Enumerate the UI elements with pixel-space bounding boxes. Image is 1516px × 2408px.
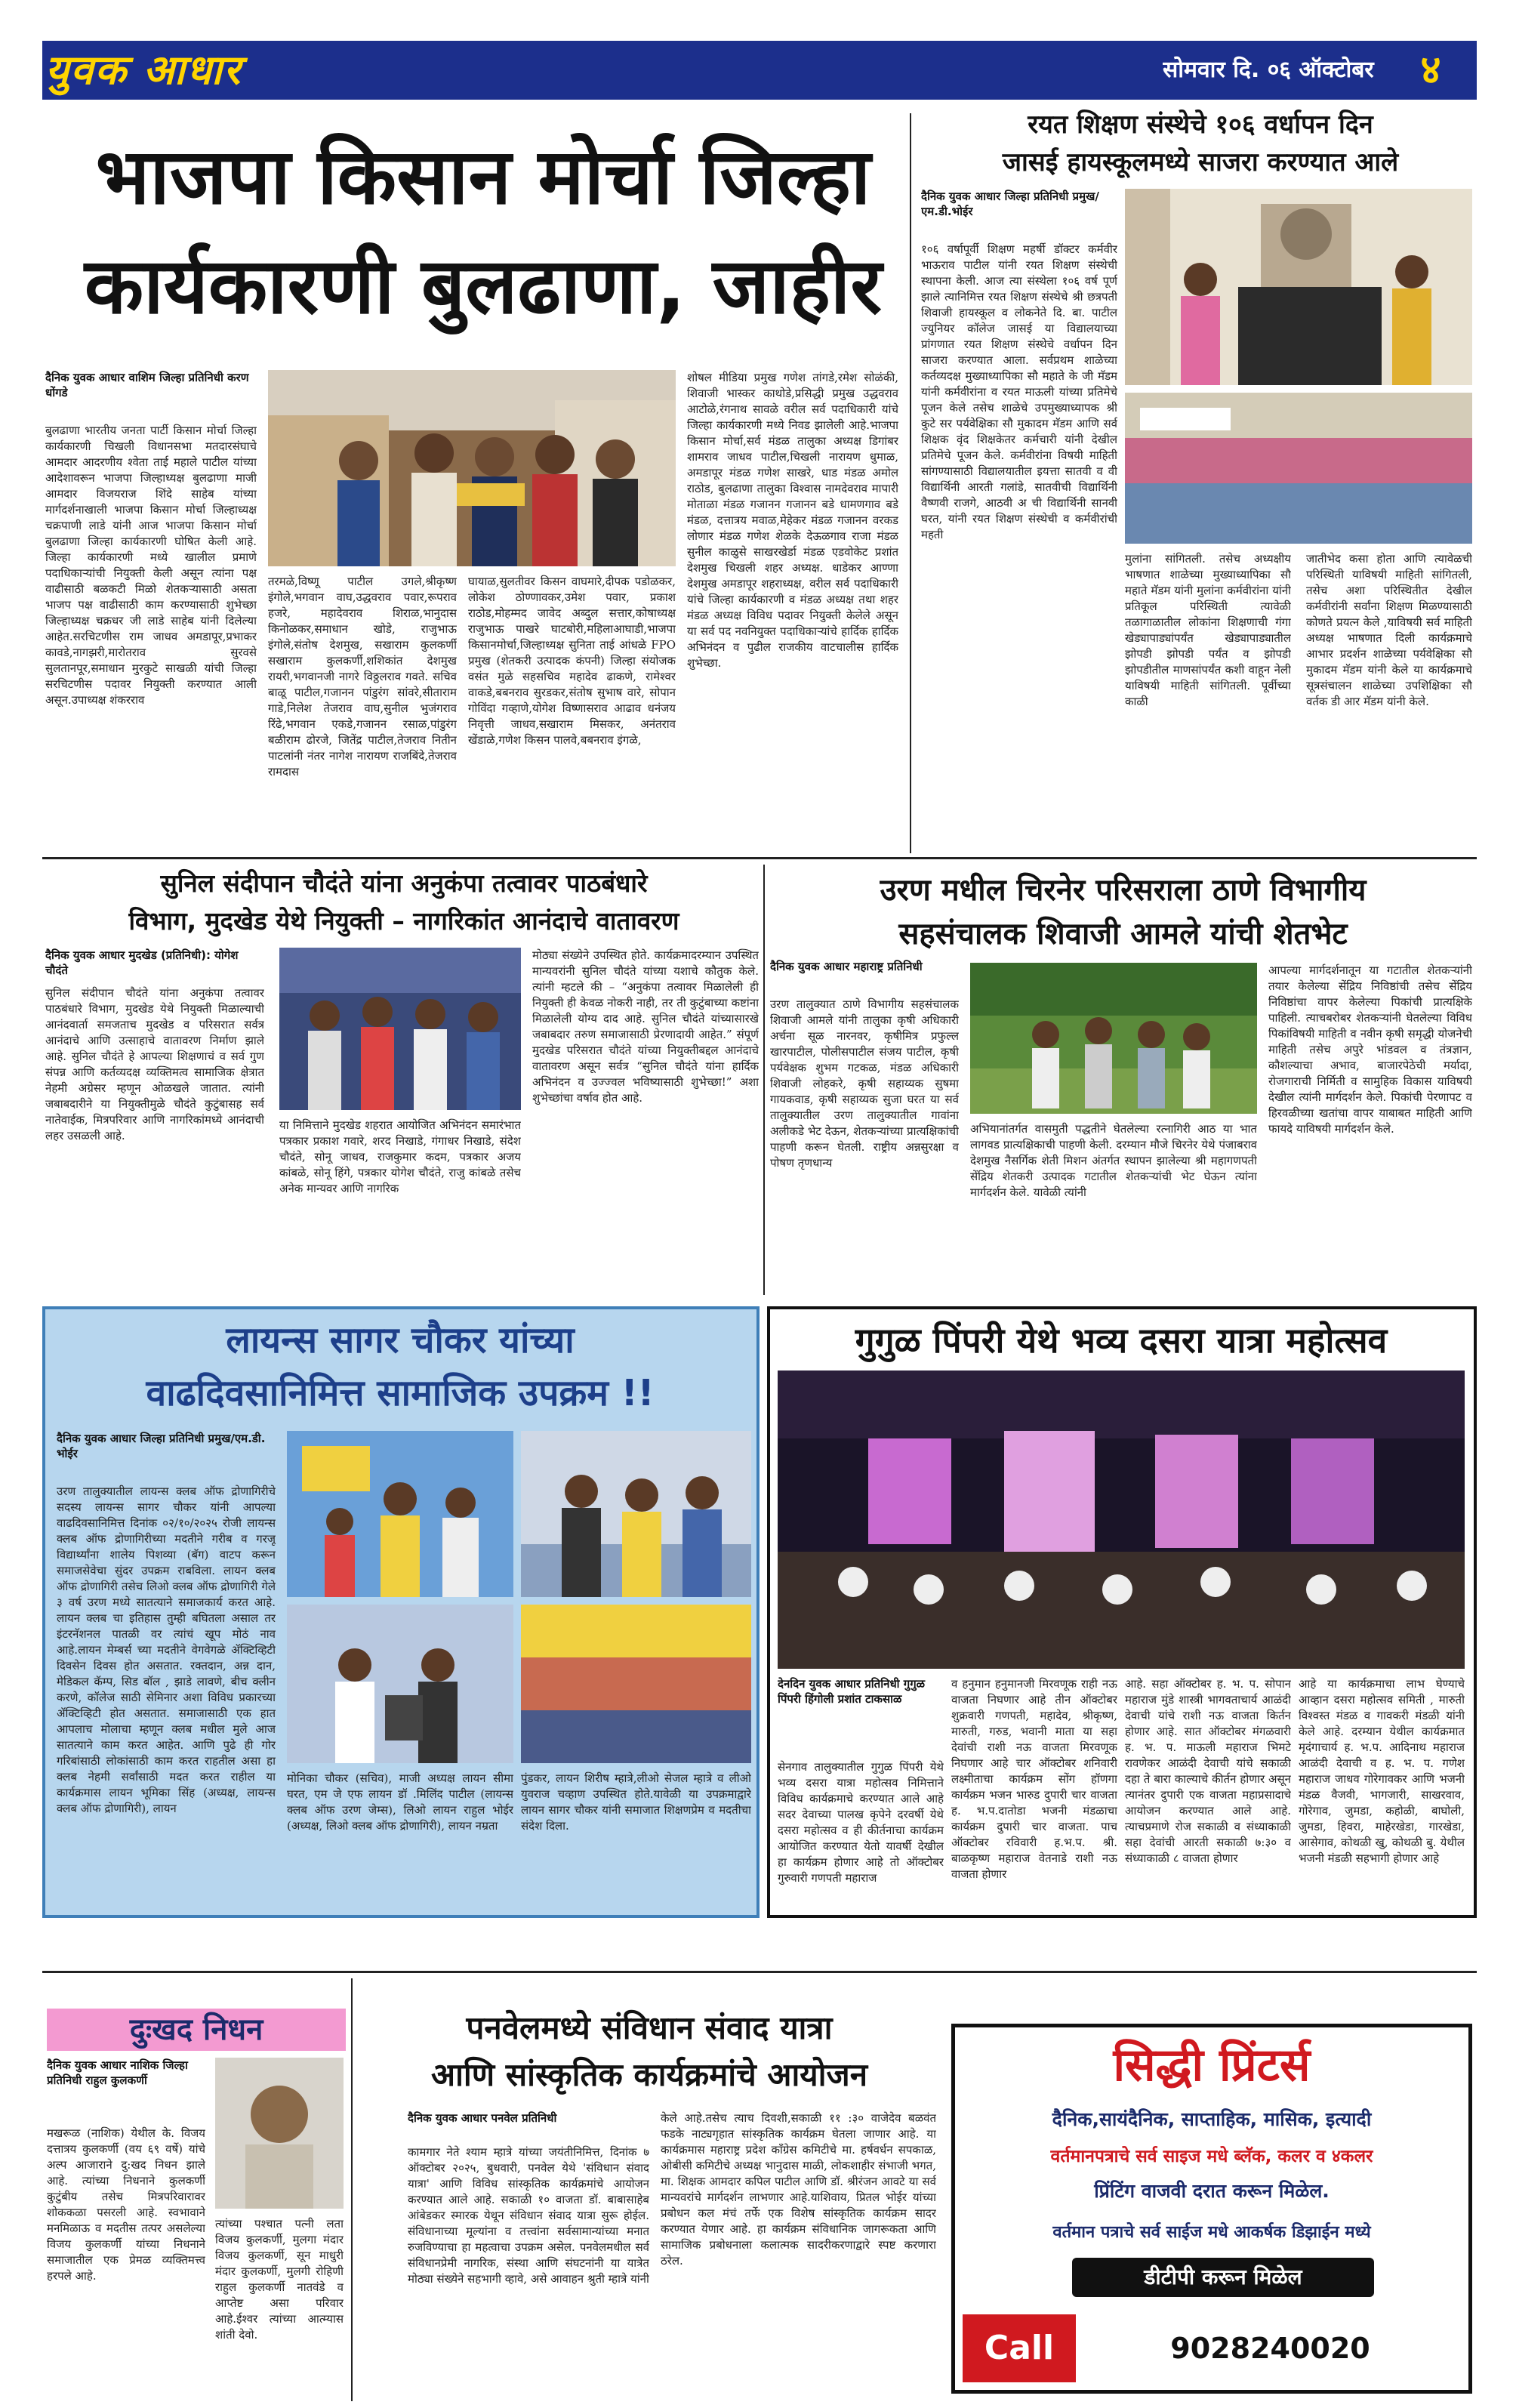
rayat-headline-line1: रयत शिक्षण संस्थेचे १०६ वर्धापन दिन — [1028, 109, 1373, 140]
gugul-col-1: सेनगाव तालुक्यातील गुगुळ पिंपरी येथे भव्य दसरा यात्रा महोत्सव निमित्ताने विविध कार्यक्रमाचे करण्यात आले आहे सदर देवाच्या पालख कृपेने दरवर्षी येथे दसरा महोत्सव व ही कीर्तनाचा कार्यक्रम आयोजित करण्यात येतो यावर्षी देखील हा कार्यक्रम होणार आहे तो ऑक्टोबर गुरुवारी गणपती महाराज — [778, 1760, 944, 1885]
sunil-felicitation-photo — [279, 948, 521, 1110]
rayat-col-3: जातीभेद कसा होता आणि त्यावेळची परिस्थिती याविषयी माहिती सांगितली, तसेच अशा परिस्थितीत देखील कर्मवीरांनी सर्वांना शिक्षण मिळण्यासाठी कोणते प्रयत्न केले ,याविषयी सर्व माहिती अध्यक्ष भाषणात दिली कार्यक्रमाचे आभार प्रदर्शन शाळेच्या पर्यवेक्षिका सौ मुकादम मॅडम यांनी केले या कार्यक्रमाचे सूत्रसंचालन शाळेच्या उपशिक्षिका सौ वर्तक डी आर मॅडम यांनी केले. — [1306, 552, 1472, 708]
main-col-3: घायाळ,सुलतीवर किसन वाघमारे,दीपक पडोळकर, लोकेश ठोण्णावकर,उमेश पवार, प्रकाश राठोड,मोहम्मद जावेद अब्दुल सत्तार,कोषाध्यक्ष राजुभाऊ पाखरे घाटबोरी,महिलाआघाडी,भाजपा किसानमोर्चा,जिल्हाध्यक्ष सुनिता ताई आंधळे FPO प्रमुख (शेतकरी उत्पादक कंपनी) जिल्हा संयोजक वसंत मुळे सहसचिव महादेव ढाकणे, रामेश्वर वाकडे,बबनराव सुरडकर,संतोष सुभाष वारे, सोपान गोविंदा गव्हाणे,योगेश विष्णासराव आढाव धनंजय निवृत्ती जाधव,सखाराम मिसकर, अनंतराव खेंडाळे,गणेश किसन पालवे,बबनराव इंगळे, — [468, 575, 676, 747]
section-divider — [42, 857, 1477, 859]
gugul-byline: देनदिन युवक आधार प्रतिनिधी गुगुळ पिंपरी हिंगोली प्रशांत टाकसाळ — [778, 1677, 926, 1706]
lions-photo-1 — [287, 1431, 513, 1597]
ad-title: सिद्धी प्रिंटर्स — [1113, 2039, 1311, 2092]
lions-caption-left: मोनिका चौकर (सचिव), माजी अध्यक्ष लायन सीमा घरत, एम जे एफ लायन डॉ .मिलिंद पाटील (लायन्स क्लब ऑफ उरण जेम्स), लिओ लायन राहुल भोईर (अध्यक्ष, लिओ क्लब ऑफ द्रोणागिरी), लायन नम्रता — [287, 1771, 513, 1833]
ad-line-3: प्रिंटिंग वाजवी दरात करून मिळेल. — [1094, 2180, 1330, 2202]
main-col-1: बुलढाणा भारतीय जनता पार्टी किसान मोर्चा जिल्हा कार्यकारणी चिखली विधानसभा मतदारसंघाचे आमदार आदरणीय श्वेता ताई महाले पाटील यांच्या आदेशावरून भाजपा जिल्हाध्यक्ष बुलढाणा माजी आमदार विजयराज शिंदे साहेब यांच्या मार्गदर्शनाखाली भाजपा किसान मोर्चा जिल्हाध्यक्ष चक्रपाणी लाडे यांनी आज भाजपा किसान मोर्चा बुलढाणा जिल्हा कार्यकारणी घोषित केली आहे. जिल्हा कार्यकारणी मध्ये खालील प्रमाणे पदाधिकाऱ्यांची नियुक्ती केली असून त्यांना पक्ष वाढीसाठी बळकटी मिळो शेतकऱ्यासाठी असता भाजप पक्ष वाढीसाठी काम करण्यासाठी शुभेच्छा जिल्हाध्यक्ष चक्रधर जी लाडे साहेब यांनी दिलेल्या आहेत.सरचिटणीस राम जाधव अमडापूर,प्रभाकर कावडे,नागझरी,मारोतराव सुरवसे सुलतानपूर,समाधान मुरकुटे साखळी यांची जिल्हा सरचिटणीस पदावर नियुक्ती करण्यात आली असून.उपाध्यक्ष शंकरराव — [45, 424, 257, 707]
sunil-col-1: सुनिल संदीपान चौदंते यांना अनुकंपा तत्वावर पाठबंधारे विभाग, मुदखेड येथे नियुक्ती मिळाल्याची आनंदवार्ता समजताच मुदखेड व परिसरात सर्वत्र आनंदाचे आणि उत्साहाचे वातावरण निर्माण झाले आहे. सुनिल चौदंते हे आपल्या शिक्षणाचं व सर्व गुण संपन्न आणि कर्तव्यदक्ष व्यक्तिमत्व सामाजिक क्षेत्रात नेहमी अग्रेसर म्हणून ओळखले जातात. त्यांनी जबाबदारीने या नियुक्तीमुळे चौदंते कुटुंबासह सर्व नातेवाईक, मित्रपरिवार आणि नागरिकांमध्ये आनंदाची लहर उसळली आहे. — [45, 986, 264, 1142]
main-col-4: शोषल मीडिया प्रमुख गणेश तांगडे,रमेश सोळंकी, शिवाजी भास्कर काथोडे,प्रसिद्धी प्रमुख उद्धवराव आटोळे,रंगनाथ सावळे वरील सर्व पदाधिकारी यांचे जिल्हा कार्यकारणी मध्ये निवड झालेली आहे.भाजपा किसान मोर्चा,सर्व मंडळ तालुका अध्यक्ष डिगांबर शामराव जाधव पाटील,चिखली नारायण धुमाळ, अमडापूर मंडळ गणेश साखरे, धाड मंडळ अमोल राठोड, बुलढाणा तालुका विश्वास नामदेवराव मापारी मोताळा मंडळ गजानन गजानन बडे धामणगाव बडे मंडळ, दत्तात्रय मवाळ,मेहेकर मंडळ गजानन वरकड लोणार मंडळ गणेश शेळके देऊळगाव राजा मंडळ सुनील काळुसे साखरखेर्डा मंडळ एडवोकेट प्रशांत देशमुख चिखली शहर अध्यक्ष. धाडेकर आण्णा देशमुख अमडापूर शहराध्यक्ष, वरील सर्व पदाधिकारी यांचे जिल्हा कार्यकारणी व मंडळ अध्यक्ष तथा शहर मंडळ अध्यक्ष विविध पदावर नियुक्ती केलेले असून या सर्व पद नवनियुक्त पदाधिकाऱ्यांचे हार्दिक हार्दिक अभिनंदन व पुढील राजकीय वाटचालीस हार्दिक शुभेच्छा. — [687, 371, 898, 670]
ad-dtp-badge: डीटीपी करून मिळेल — [1072, 2258, 1374, 2297]
column-divider — [763, 865, 765, 1295]
sunil-headline-line1: सुनिल संदीपान चौदंते यांना अनुकंपा तत्वावर पाठबंधारे — [160, 868, 648, 898]
sunil-byline: दैनिक युवक आधार मुदखेड (प्रतिनिधी): योगेश चौदंते — [45, 948, 239, 977]
uran-headline-line1: उरण मधील चिरनेर परिसराला ठाणे विभागीय — [880, 873, 1367, 908]
rayat-col-2: मुलांना सांगितली. तसेच अध्यक्षीय भाषणात शाळेच्या मुख्याध्यापिका सौ महाते मॅडम यांनी मुलांना कर्मवीरांना यांनी प्रतिकूल परिस्थिती त्यावेळी तळागाळातील लोकांना शिक्षणाची गंगा खेड्यापाड्यांपर्यंत खेड्यापाड्यातील झोपडी झोपडी पर्यंत व झोपडी झोपडीतील माणसांपर्यंत कशी वाहून नेली याविषयी माहिती सांगितली. पूर्वीच्या काळी — [1125, 552, 1291, 708]
condolence-byline: दैनिक युवक आधार नाशिक जिल्हा प्रतिनिधी राहुल कुलकर्णी — [47, 2058, 188, 2087]
gugul-col-3: आहे. सहा ऑक्टोबर ह. भ. प. सोपान महाराज मुंडे शास्त्री भागवताचार्य आळंदी देवाची यांचे राशी नऊ वाजता किर्तन होणार आहे. सात ऑक्टोबर मंगळवारी ह. भ. प. माऊली महाराज भिमटे रावणेकर आळंदी देवाची यांचे सकाळी दहा ते बारा काल्याचे कीर्तन होणार असून त्यानंतर दुपारी एक वाजता महाप्रसादाचे आयोजन करण्यात आले आहे. त्याचप्रमाणे रोज सकाळी व संध्याकाळी सहा देवांची आरती सकाळी ७:३० व संध्याकाळी ८ वाजता होणार — [1125, 1677, 1291, 1865]
panvel-col-2: केले आहे.तसेच त्याच दिवशी,सकाळी ११ :३० वाजेदेव बळवंत फडके नाट्यगृहात सांस्कृतिक कार्यक्रम घेतला जाणार आहे. या कार्यक्रमास महाराष्ट्र प्रदेश काँग्रेस कमिटीचे मा. हर्षवर्धन सपकाळ, ओबीसी कमिटीचे अध्यक्ष भानुदास माळी, लोकशाहीर संभाजी भगत, मा. शिक्षक आमदार कपिल पाटील आणि डॉ. श्रीरंजन आवटे या सर्व मान्यवरांचे मार्गदर्शन लाभणार आहे.याशिवाय, प्रितल भोईर यांच्या प्रबोधन कल मंचं तर्फे एक विशेष सांस्कृतिक कार्यक्रम सादर करण्यात येणार आहे. हा कार्यक्रम संविधानिक जागरूकता आणि सामाजिक प्रबोधनाला कलात्मक सादरीकरणाद्वारे स्पष्ट करणारा ठरेल. — [661, 2111, 936, 2268]
rayat-statue-photo — [1125, 189, 1472, 385]
panvel-col-1: कामगार नेते श्याम म्हात्रे यांच्या जयंतीनिमित्त, दिनांक ७ ऑक्टोबर २०२५, बुधवारी, पनवेल येथे 'संविधान संवाद यात्रा' आणि विविध सांस्कृतिक कार्यक्रमांचे आयोजन करण्यात आले आहे. सकाळी १० वाजता डॉ. बाबासाहेब आंबेडकर स्मारक येथून संविधान संवाद यात्रा सुरू होईल. संविधानाच्या मूल्यांना व तत्त्वांना सर्वसामान्यांच्या मनात रुजविण्याचा हा महत्वाचा उपक्रम असेल. पनवेलमधील सर्व संविधानप्रेमी नागरिक, संस्था आणि संघटनांनी या यात्रेत मोठ्या संख्येने सहभागी व्हावे, असे आवाहन श्रुती म्हात्रे यांनी — [408, 2145, 649, 2286]
column-divider — [910, 113, 911, 853]
ad-line-2: वर्तमानपत्राचे सर्व साइज मधे ब्लॅक, कलर व ४कलर — [1050, 2147, 1373, 2166]
uran-col-1: उरण तालुक्यात ठाणे विभागीय सहसंचालक शिवाजी आमले यांनी तालुका कृषी अधिकारी अर्चना सूळ नारनवर, कृषीमित्र प्रफुल्ल खारपाटील, पोलीसपाटील संजय पाटील, कृषी पर्यवेक्षक शुभम गटकळ, मंडळ अधिकारी शिवाजी लोहकरे, कृषी सहाय्यक सुषमा गायकवाड, कृषी सहाय्यक सुजा घरत या सर्व तालुक्यातील उरण तालुक्यातील गावांना अलीकडे भेट देऊन, शेतकऱ्यांच्या प्रात्यक्षिकांची पाहणी करून घेतली. राष्ट्रीय अन्नसुरक्षा व पोषण तृणधान्य — [770, 997, 959, 1170]
rayat-col-1: १०६ वर्षापूर्वी शिक्षण महर्षी डॉक्टर कर्मवीर भाऊराव पाटील यांनी रयत शिक्षण संस्थेची स्थापना केली. आज त्या संस्थेला १०६ वर्ष पूर्ण झाले त्यानिमित्त रयत शिक्षण संस्थेचे श्री छत्रपती शिवाजी हायस्कूल व लोकनेते दि. बा. पाटील ज्युनियर कॉलेज जासई या विद्यालयाच्या प्रांगणात रयत शिक्षण संस्थेचे वर्धापन दिन साजरा करण्यात आला. सर्वप्रथम शाळेच्या कर्तव्यदक्ष मुख्याध्यापिका सौ महाते के जी मॅडम यांनी कर्मवीरांना व रयत माऊली यांच्या प्रतिमेचे पूजन केले तसेच शाळेचे उपमुख्याध्यापक श्री कुटे सर पर्यवेक्षिका सौ मुकादम मॅडम आणि सर्व शिक्षक वृंद शिक्षकेतर कर्मचारी यांनी देखील प्रतिमेचे पूजन केले. कर्मवीरांना विषयी माहिती सांगण्यासाठी विद्यालयातील इयत्ता सातवी व वी विद्यार्थिनी आरती गलांडे, सातवीची विद्यार्थिनी वैष्णवी राजगे, आठवी अ ची विद्यार्थिनी सानवी घरत, यांनी रयत शिक्षण संस्थेची व कर्मवीरांची महती — [921, 242, 1117, 541]
sunil-caption: या निमित्ताने मुदखेड शहरात आयोजित अभिनंदन समारंभात पत्रकार प्रकाश गवारे, शरद निखाडे, गंगाधर निखाडे, संदेश चौदंते, सोनू जाधव, राजकुमार कदम, पत्रकार अजय कांबळे, सोनू हिंगे, पत्रकार योगेश चौदंते, राजु कांबळे तसेच अनेक मान्यवर आणि नागरिक — [279, 1118, 521, 1195]
uran-col-2: अभियानांतर्गत वासमुती पद्धतीने घेतलेल्या रत्नागिरी आठ या भात लागवड प्रात्यक्षिकाची पाहणी केली. दरम्यान मौजे चिरनेर येथे पंजाबराव देशमुख नैसर्गिक शेती मिशन अंतर्गत स्थापन झालेल्या श्री महागणपती सेंद्रिय शेतकरी उत्पादक गटातील शेतकऱ्यांची भेट घेऊन त्यांना मार्गदर्शन केले. यावेळी त्यांनी — [970, 1122, 1257, 1199]
main-headline-line2: कार्यकारणी बुलढाणा, जाहीर — [84, 242, 883, 331]
rayat-byline: दैनिक युवक आधार जिल्हा प्रतिनिधी प्रमुख/ एम.डी.भोईर — [921, 190, 1099, 218]
main-byline: दैनिक युवक आधार वाशिम जिल्हा प्रतिनिधी करण धोंगडे — [45, 371, 249, 399]
panvel-headline-line1: पनवेलमध्ये संविधान संवाद यात्रा — [466, 2009, 833, 2046]
ad-line-4: वर्तमान पत्राचे सर्व साईज मधे आकर्षक डिझाईन मध्ये — [1052, 2223, 1371, 2242]
page-number: ४ — [1420, 48, 1441, 93]
deceased-portrait — [215, 2058, 344, 2209]
column-divider — [351, 1978, 353, 2401]
lions-headline-line2: वाढदिवसानिमित्त सामाजिक उपक्रम !! — [146, 1372, 655, 1414]
condolence-title: दुःखद निधन — [47, 2009, 346, 2051]
bjp-felicitation-photo — [268, 370, 676, 566]
sunil-col-3: मोठ्या संख्येने उपस्थित होते. कार्यक्रमादरम्यान उपस्थित मान्यवरांनी सुनिल चौदंते यांच्या यशाचे कौतुक केले. त्यांनी म्हटले की – “अनुकंपा तत्वावर मिळालेली ही नियुक्ती ही केवळ नोकरी नाही, तर ती कुटुंबाच्या कष्टांना मिळालेली योग्य दाद आहे. सुनिल चौदंते यांच्यासारखे जबाबदार तरुण समाजासाठी प्रेरणादायी आहेत.” संपूर्ण मुदखेड परिसरात चौदंते यांच्या नियुक्तीबद्दल आनंदाचे वातावरण असून सर्वत्र “सुनिल चौदंते यांना हार्दिक अभिनंदन व उज्ज्वल भविष्यासाठी शुभेच्छा!” अशा शुभेच्छांचा वर्षाव होत आहे. — [532, 948, 759, 1105]
gugul-headline: गुगुळ पिंपरी येथे भव्य दसरा यात्रा महोत्सव — [855, 1320, 1388, 1361]
lions-photo-4 — [521, 1605, 751, 1763]
condolence-col-1: मखरूळ (नाशिक) येथील के. विजय दत्तात्रय कुलकर्णी (वय ६९ वर्षे) यांचे अल्प आजाराने दु:खद निधन झाले आहे. त्यांच्या निधनाने कुलकर्णी कुटुंबीय तसेच मित्रपरिवारावर शोककळा पसरली आहे. स्वभावाने मनमिळाऊ व मदतीस तत्पर असलेल्या विजय कुलकर्णी यांच्या निधनाने समाजातील एक प्रेमळ व्यक्तिमत्त्व हरपले आहे. — [47, 2126, 205, 2283]
condolence-col-2: त्यांच्या पश्चात पत्नी लता विजय कुलकर्णी, मुलगा मंदार विजय कुलकर्णी, सून माधुरी मंदार कुलकर्णी, मुलगी रोहिणी राहुल कुलकर्णी नातवंडे व आप्तेष्ट असा परिवार आहे.ईश्वर त्यांच्या आत्म्यास शांती देवो. — [215, 2217, 344, 2342]
lions-byline: दैनिक युवक आधार जिल्हा प्रतिनिधी प्रमुख/एम.डी. भोईर — [57, 1432, 266, 1460]
lions-headline-line1: लायन्स सागर चौकर यांच्या — [226, 1319, 575, 1361]
rayat-headline-line2: जासई हायस्कूलमध्ये साजरा करण्यात आले — [1002, 147, 1399, 177]
rayat-group-photo — [1125, 393, 1472, 544]
lions-col-1: उरण तालुक्यातील लायन्स क्लब ऑफ द्रोणागिरीचे सदस्य लायन्स सागर चौकर यांनी आपल्या वाढदिवसानिमित्त दिनांक ०२/१०/२०२५ रोजी लायन्स क्लब ऑफ द्रोणागिरीच्या मदतीने गरीब व गरजू विद्यार्थ्यांना शालेय पिशव्या (बॅग) वाटप करून समाजसेवेचा सुंदर उपक्रम राबविला. लायन क्लब ऑफ द्रोणागिरी तसेच लिओ क्लब ऑफ द्रोणागिरी गेले ३ वर्ष उरण मध्ये सातत्याने समाजकार्य करत आहे. लायन क्लब चा इतिहास तुम्ही बघितला असाल तर इंटरनॅशनल पातळी वर त्यांचं खूप मोठं नाव आहे.लायन मेम्बर्स च्या मदतीने वेगवेगळे ॲक्टिव्हिटी दिवसेन दिवस होत असतात. रक्तदान, अन्न दान, मेडिकल कॅम्प, सिड बॉल , झाडे लावणे, बीच क्लीन करणे, कॉलेज साठी सेमिनार अशा विविध प्रकारच्या ॲक्टिव्हिटी होत असतात. समाजासाठी एक हात आपलाच मोलाचा म्हणून क्लब मधील मुले आज सातत्याने काम करत आहेत. आणि पुढे ही गोर गरिबांसाठी लोकांसाठी काम करत राहतील असा हा क्लब नेहमी सर्वांसाठी मदत करत राहील या कार्यक्रमास लायन भूमिका सिंह (अध्यक्ष, लायन्स क्लब ऑफ द्रोणागिरी), लायन — [57, 1485, 276, 1815]
ad-line-1: दैनिक,सायंदैनिक, साप्ताहिक, मासिक, इत्यादी — [1052, 2108, 1372, 2130]
uran-field-visit-photo — [970, 963, 1257, 1114]
uran-headline-line2: सहसंचालक शिवाजी आमले यांची शेतभेट — [898, 917, 1348, 951]
newspaper-logo: युवक आधार — [45, 46, 242, 94]
dasara-procession-photo — [778, 1370, 1465, 1669]
gugul-col-2: व हनुमान हनुमानजी मिरवणूक राही नऊ वाजता निघणार आहे तीन ऑक्टोबर शुक्रवारी गणपती, महादेव, श्रीकृष्ण, मारुती, गरुड, भवानी माता या सहा देवांची राशी नऊ वाजता मिरवणूक निघणार आहे चार ऑक्टोबर शनिवारी लक्ष्मीताचा कार्यक्रम सोंग हॉणगा कार्यक्रम भजन भारुड दुपारी चार वाजता ह. भ.प.दातोडा भजनी मंडळाचा कार्यक्रम दुपारी चार वाजता. पाच ऑक्टोबर रविवारी ह.भ.प. श्री. बाळकृष्ण महाराज वेतनाडे राशी नऊ वाजता होणार — [951, 1677, 1117, 1881]
lions-caption-right: पुंडकर, लायन शिरीष म्हात्रे,लीओ सेजल म्हात्रे व लीओ युवराज चव्हाण उपस्थित होते.यावेळी या उपक्रमाद्वारे लायन सागर चौकर यांनी समाजात शिक्षणप्रेम व मदतीचा संदेश दिला. — [521, 1771, 751, 1833]
section-divider — [42, 1971, 1477, 1973]
ad-call-label: Call — [963, 2314, 1076, 2382]
lions-photo-3 — [287, 1605, 513, 1763]
uran-byline: दैनिक युवक आधार महाराष्ट्र प्रतिनिधी — [770, 960, 923, 973]
uran-col-3: आपल्या मार्गदर्शनातून या गटातील शेतकऱ्यांनी तयार केलेल्या सेंद्रिय निविष्ठांची तसेच सेंद्रिय निविष्ठांचा वापर केलेल्या पिकांची प्रात्यक्षिके पाहिली. त्याचबरोबर शेतकऱ्यांनी घेतलेल्या विविध पिकांविषयी माहिती व नवीन कृषी समृद्धी योजनेची माहिती तसेच अपुरे भांडवल व तंत्रज्ञान, कौशल्याचा अभाव, बाजारपेठेची मर्यादा, रोजगाराची निर्मिती व सामुहिक विकास याविषयी देखील त्यांनी मार्गदर्शन केले. पिकांची पेरणापट व हिरवळीच्या खतांचा वापर याबाबत माहिती आणि फायदे याविषयी मार्गदर्शन केले. — [1268, 964, 1472, 1136]
main-headline-line1: भाजपा किसान मोर्चा जिल्हा — [95, 132, 871, 222]
lions-photo-2 — [521, 1431, 751, 1597]
ad-phone-numbers: 9028240020 — [1170, 2332, 1370, 2365]
panvel-headline-line2: आणि सांस्कृतिक कार्यक्रमांचे आयोजन — [430, 2056, 868, 2093]
gugul-col-4: आहे या कार्यक्रमाचा लाभ घेण्याचे आव्हान दसरा महोत्सव समिती , मारुती विश्वस्त मंडळ व गावकरी मंडळी यांनी केले आहे. दरम्यान येथील कार्यक्रमात मृदंगाचार्य ह. भ.प. आदिनाथ महाराज आळंदी देवाची व ह. भ. प. गणेश महाराज जाधव गोरेगावकर आणि भजनी मंडळ वैजवी, भागजारी, साखरवाव, गोरेगाव, जुमडा, कहोळी, बाघोली, जुमडा, हिवरा, माहेरखेडा, गारखेडा, आसेगाव, कोथळी खु, कोथळी बु. येथील भजनी मंडळी सहभागी होणार आहे — [1299, 1677, 1465, 1865]
sunil-headline-line2: विभाग, मुदखेड येथे नियुक्ती – नागरिकांत आनंदाचे वातावरण — [128, 906, 679, 936]
main-col-2: तरमळे,विष्णू पाटील उगले,श्रीकृष्ण इंगोले,भगवान वाघ,उद्धवराव पवार,रूपराव हजरे, महादेवराव शिराळ,भानुदास किनोळकर,समाधान खोडे, राजुभाऊ इंगोले,संतोष देशमुख, सखाराम कुलकर्णी सखाराम कुलकर्णी,शशिकांत देशमुख रायरी,भगवानजी नागरे विठ्ठलराव गवते. सचिव बाळू पाटील,गजानन पांडुरंग सांवरे,सीताराम गाडे,निलेश तेजराव वाघ,सुनील भुजंगराव रिंढे,भगवान एकडे,गजानन रसाळ,पांडुरंग बळीराम ढोरजे, जितेंद्र पाटील,तेजराव नितीन पाटलांनी नंतर नागेश नारायण राजबिंदे,तेजराव रामदास — [268, 575, 457, 779]
panvel-byline: दैनिक युवक आधार पनवेल प्रतिनिधी — [408, 2111, 557, 2125]
issue-date: सोमवार दि. ०६ ऑक्टोबर — [1163, 57, 1374, 83]
